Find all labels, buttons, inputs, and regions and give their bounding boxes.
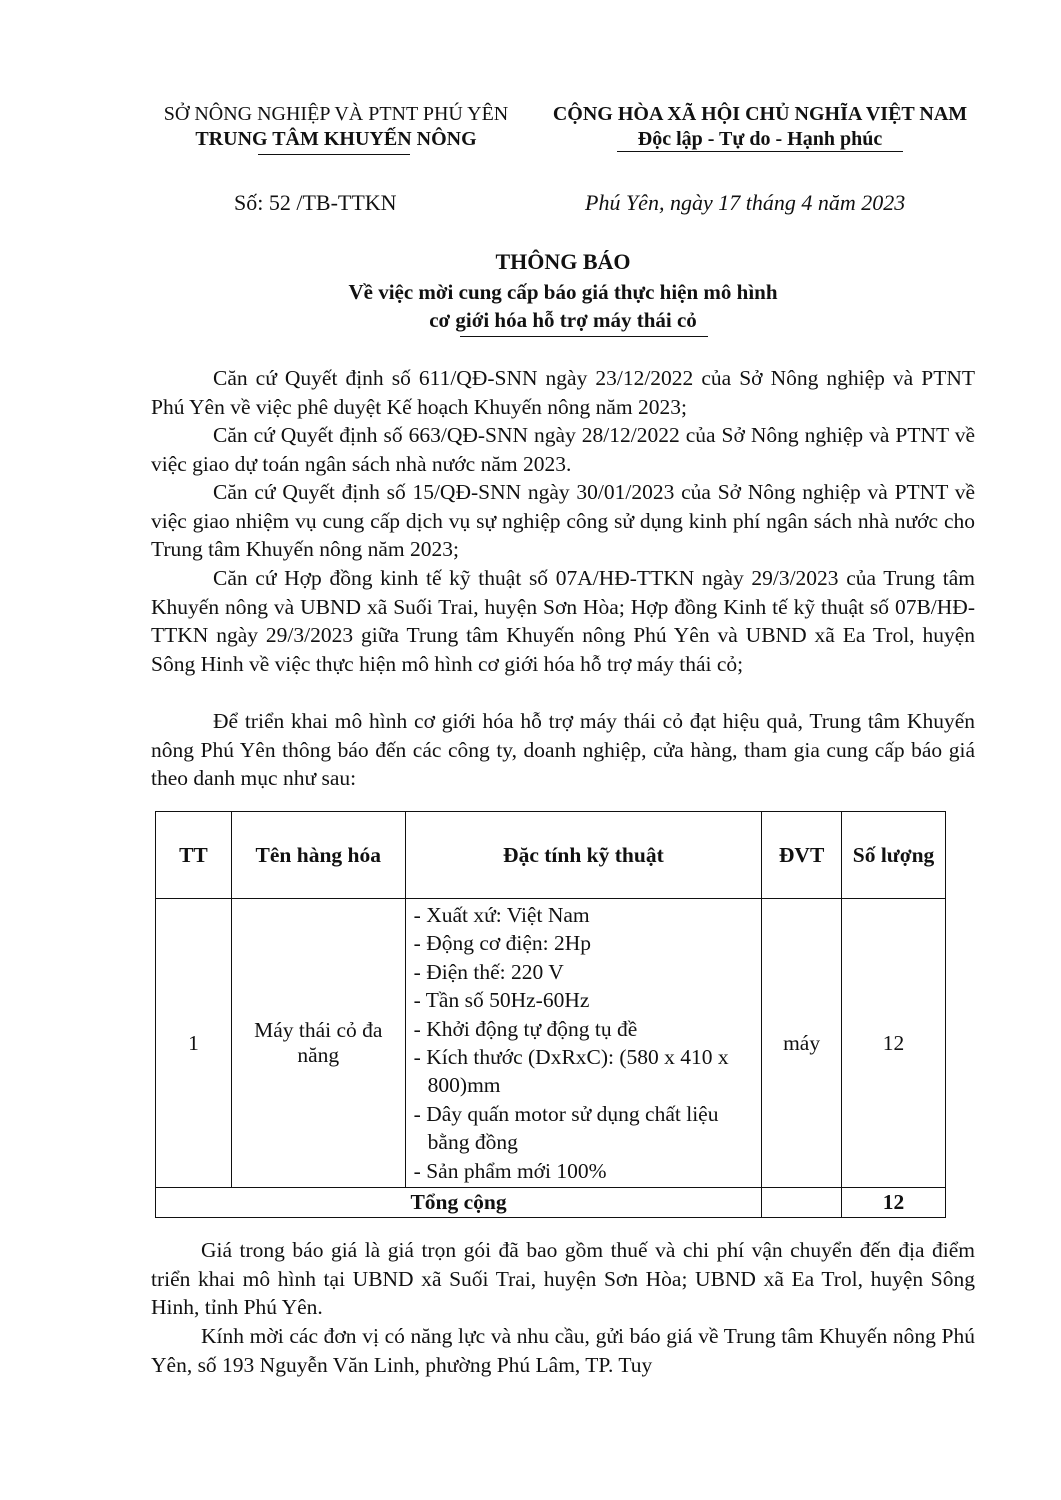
total-label: Tổng cộng	[156, 1188, 762, 1218]
spec-item: - Kích thước (DxRxC): (580 x 410 x 800)mm	[413, 1045, 729, 1098]
basis-paragraph-4: Căn cứ Hợp đồng kinh tế kỹ thuật số 07A/HĐ-TTKN ngày 29/3/2023 của Trung tâm Khuyến nông và UBND xã Suối Trai, huyện Sơn Hòa; Hợp đồng Kinh tế kỹ thuật số 07B/HĐ-TTKN ngày 29/3/2023 giữa Trung tâm Khuyến nông Phú Yên và UBND xã Ea Trol, huyện Sông Hinh về việc thực hiện mô hình cơ giới hóa hỗ trợ máy thái cỏ;	[151, 566, 975, 676]
agency-parent: SỞ NÔNG NGHIỆP VÀ PTNT PHÚ YÊN	[163, 103, 509, 125]
motto: Độc lập - Tự do - Hạnh phúc	[637, 128, 883, 150]
col-header-unit: ĐVT	[762, 812, 842, 899]
cell-unit: máy	[762, 899, 842, 1188]
cell-specs	[405, 899, 761, 1188]
spec-item: - Điện thế: 220 V	[413, 959, 564, 984]
col-header-name: Tên hàng hóa	[231, 812, 405, 899]
spec-item: - Sản phẩm mới 100%	[413, 1158, 607, 1183]
price-terms-paragraph: Giá trong báo giá là giá trọn gói đã bao gồm thuế và chi phí vận chuyển đến địa điểm triển khai mô hình tại UBND xã Suối Trai, huyện Sơn Hòa; UBND xã Ea Trol, huyện Sông Hinh, tỉnh Phú Yên.	[151, 1238, 975, 1320]
total-qty: 12	[842, 1188, 946, 1218]
motto-underline	[617, 151, 903, 152]
total-unit-empty	[762, 1188, 842, 1218]
table-header-row	[156, 812, 946, 899]
col-header-qty: Số lượng	[842, 812, 946, 899]
country-name: CỘNG HÒA XÃ HỘI CHỦ NGHĨA VIỆT NAM	[552, 103, 968, 125]
spec-list	[406, 899, 761, 1187]
spec-item: - Dây quấn motor sử dụng chất liệu bằng đồng	[413, 1101, 719, 1155]
cell-tt: 1	[156, 899, 232, 1188]
col-header-specs: Đặc tính kỹ thuật	[405, 812, 761, 899]
table-row	[156, 899, 946, 1188]
table-total-row	[156, 1188, 946, 1218]
cell-name: Máy thái cỏ đa năng	[231, 899, 405, 1188]
title-underline	[460, 336, 708, 337]
spec-item: - Động cơ điện: 2Hp	[413, 931, 592, 956]
basis-paragraph-2: Căn cứ Quyết định số 663/QĐ-SNN ngày 28/12/2022 của Sở Nông nghiệp và PTNT về việc giao dự toán ngân sách nhà nước năm 2023.	[151, 423, 975, 476]
invitation-paragraph: Kính mời các đơn vị có năng lực và nhu cầu, gửi báo giá về Trung tâm Khuyến nông Phú Yên, số 193 Nguyễn Văn Linh, phường Phú Lâm, TP. Tuy	[151, 1324, 975, 1377]
spec-item: - Tần số 50Hz-60Hz	[413, 988, 590, 1013]
item-table	[155, 811, 946, 1218]
notice-title: THÔNG BÁO	[495, 249, 631, 274]
basis-paragraph-5: Để triển khai mô hình cơ giới hóa hỗ trợ máy thái cỏ đạt hiệu quả, Trung tâm Khuyến nông Phú Yên thông báo đến các công ty, doanh nghiệp, cửa hàng, tham gia cung cấp báo giá theo danh mục như sau:	[151, 709, 975, 791]
spec-item: - Xuất xứ: Việt Nam	[413, 903, 590, 927]
document-number: Số: 52 /TB-TTKN	[234, 190, 397, 215]
spec-item: - Khởi động tự động tụ đề	[413, 1016, 638, 1041]
agency-underline	[258, 154, 410, 155]
place-date: Phú Yên, ngày 17 tháng 4 năm 2023	[585, 190, 906, 215]
cell-qty: 12	[842, 899, 946, 1188]
basis-paragraph-3: Căn cứ Quyết định số 15/QĐ-SNN ngày 30/01/2023 của Sở Nông nghiệp và PTNT về việc giao nhiệm vụ cung cấp dịch vụ sự nghiệp công sử dụng kinh phí ngân sách nhà nước cho Trung tâm Khuyến nông năm 2023;	[151, 480, 975, 562]
basis-paragraph-1: Căn cứ Quyết định số 611/QĐ-SNN ngày 23/12/2022 của Sở Nông nghiệp và PTNT Phú Yên về việc phê duyệt Kế hoạch Khuyến nông năm 2023;	[151, 366, 975, 419]
col-header-tt: TT	[156, 812, 232, 899]
notice-subtitle-1: Về việc mời cung cấp báo giá thực hiện mô hình	[348, 280, 778, 304]
notice-subtitle-2: cơ giới hóa hỗ trợ máy thái cỏ	[429, 308, 697, 332]
agency-name: TRUNG TÂM KHUYẾN NÔNG	[195, 128, 477, 150]
